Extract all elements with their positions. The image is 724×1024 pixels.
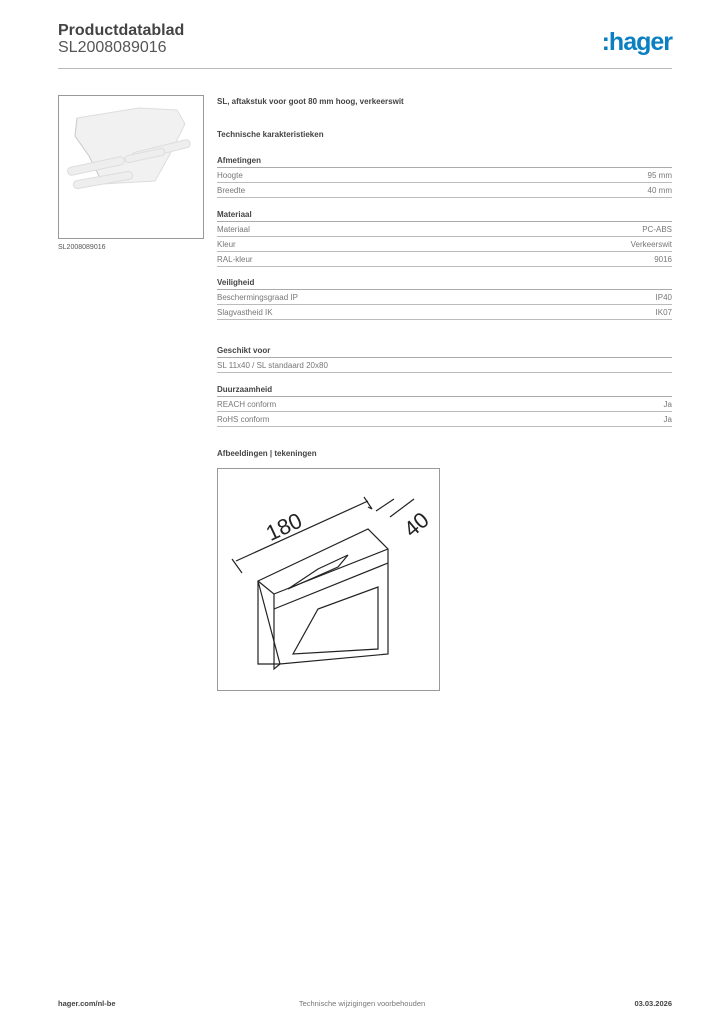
- row-label: Hoogte: [217, 170, 243, 180]
- row-value: Ja: [663, 399, 672, 409]
- row-label: SL 11x40 / SL standaard 20x80: [217, 360, 328, 370]
- product-code: SL2008089016: [58, 39, 167, 56]
- row-value: 95 mm: [647, 170, 672, 180]
- row-label: Beschermingsgraad IP: [217, 292, 298, 302]
- section-title: Veiligheid: [217, 278, 672, 290]
- row-label: RAL-kleur: [217, 254, 253, 264]
- section-geschikt-voor: [217, 346, 672, 373]
- section-title: Geschikt voor: [217, 346, 672, 358]
- footer-note: Technische wijzigingen voorbehouden: [298, 999, 426, 1008]
- row-label: Slagvastheid IK: [217, 307, 273, 317]
- row-label: Kleur: [217, 239, 236, 249]
- table-row: [217, 305, 672, 320]
- row-label: RoHS conform: [217, 414, 270, 424]
- section-afmetingen: [217, 156, 672, 198]
- row-value: Ja: [663, 414, 672, 424]
- product-image: [58, 95, 204, 239]
- dimension-width: 40: [398, 507, 434, 542]
- drawings-heading: Afbeeldingen | tekeningen: [217, 449, 317, 458]
- row-value: 9016: [654, 254, 672, 264]
- row-label: Breedte: [217, 185, 246, 195]
- row-label: REACH conform: [217, 399, 277, 409]
- table-row: [217, 237, 672, 252]
- header-divider: [58, 68, 672, 69]
- table-row: [217, 168, 672, 183]
- section-duurzaamheid: [217, 385, 672, 427]
- section-title: Materiaal: [217, 210, 672, 222]
- page-title: Productdatablad: [58, 22, 185, 39]
- hager-logo: :hager: [601, 28, 672, 56]
- row-value: IK07: [655, 307, 672, 317]
- table-row: [217, 290, 672, 305]
- section-materiaal: [217, 210, 672, 267]
- footer-date: 03.03.2026: [634, 999, 672, 1008]
- row-label: Materiaal: [217, 224, 250, 234]
- table-row: [217, 358, 672, 373]
- table-row: [217, 252, 672, 267]
- section-veiligheid: [217, 278, 672, 320]
- tech-heading: Technische karakteristieken: [217, 130, 324, 139]
- section-title: Duurzaamheid: [217, 385, 672, 397]
- technical-drawing: [217, 468, 440, 691]
- dimension-length: 180: [262, 507, 306, 546]
- table-row: [217, 397, 672, 412]
- section-title: Afmetingen: [217, 156, 672, 168]
- row-value: Verkeerswit: [630, 239, 672, 249]
- table-row: [217, 222, 672, 237]
- table-row: [217, 412, 672, 427]
- image-caption: SL2008089016: [58, 244, 106, 251]
- row-value: IP40: [655, 292, 672, 302]
- product-description: SL, aftakstuk voor goot 80 mm hoog, verkeerswit: [217, 97, 404, 106]
- row-value: PC-ABS: [642, 224, 672, 234]
- footer-url[interactable]: hager.com/nl-be: [58, 999, 116, 1008]
- table-row: [217, 183, 672, 198]
- row-value: 40 mm: [647, 185, 672, 195]
